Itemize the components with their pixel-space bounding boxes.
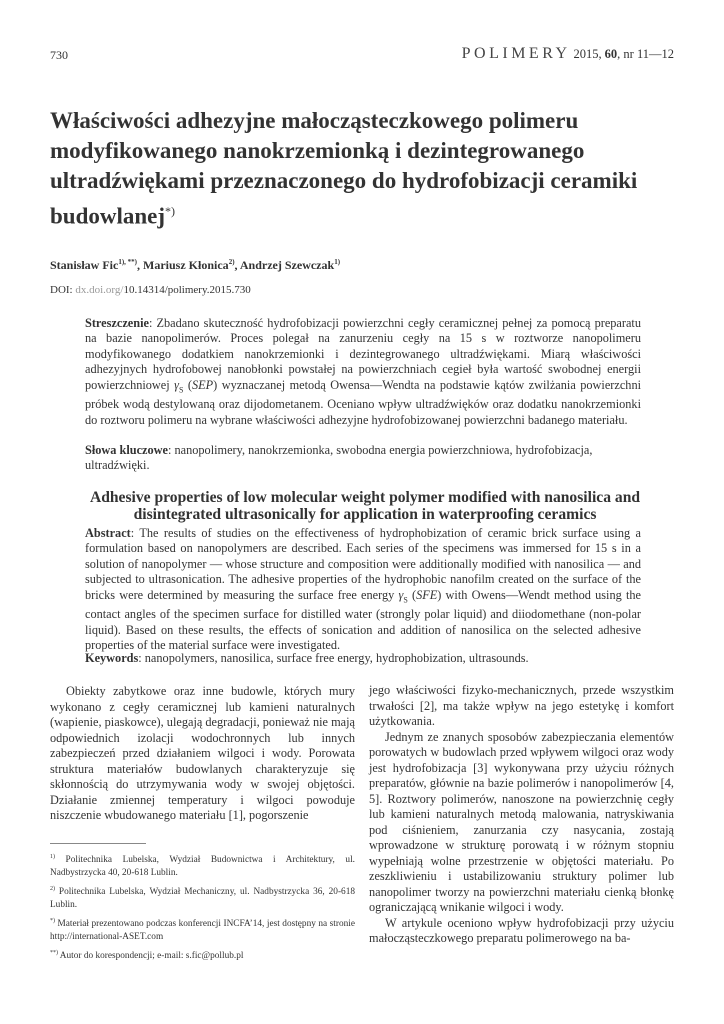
abstract-polish-text: : Zbadano skuteczność hydrofobizacji powierzchni cegły ceramicznej pełnej za pomocą preparatu na bazie nanopolimerów. Proces polegał na zanurzeniu cegły na 15 s w roztworze nanopolimeru modyfikowanego dodatkiem nanokrzemionki i dezintegrowanego ultradźwiękami. Miarą właściwości adhezyjnych hydrofobowej nanobłonki powstałej na powierzchniach cegieł była wartość swobodnej energii powierzchniowej	[85, 316, 641, 392]
paren-open: (	[183, 377, 192, 392]
footnote	[50, 915, 355, 944]
keywords-polish-label: Słowa kluczowe	[85, 443, 169, 457]
keywords-english	[85, 651, 641, 666]
keywords-english-text: : nanopolymers, nanosilica, surface free energy, hydrophobization, ultrasounds.	[138, 651, 529, 665]
abstract-polish	[85, 316, 641, 428]
footnotes	[50, 851, 355, 966]
running-header	[50, 45, 674, 64]
abstract-english	[85, 526, 641, 654]
author-name: Andrzej Szewczak	[239, 258, 335, 272]
keywords-english-label: Keywords	[85, 651, 139, 665]
doi-line	[50, 284, 251, 296]
footnote-mark: 1)	[50, 854, 55, 860]
footnote-divider	[50, 843, 146, 844]
journal-name: POLIMERY	[461, 45, 571, 62]
footnote-text: Autor do korespondencji; e-mail: s.fic@pollub.pl	[58, 951, 244, 962]
footnote	[50, 851, 355, 880]
english-title: Adhesive properties of low molecular weight polymer modified with nanosilica and disintegrated ultrasonically for application in waterproofing ceramics	[89, 489, 641, 523]
doi-label: DOI:	[50, 284, 76, 296]
journal-volume: 60	[604, 47, 618, 61]
body-paragraph: Jednym ze znanych sposobów zabezpieczania elementów porowatych w budowlach przed wpływem wilgoci oraz wody jest hydrofobizacja [3] wykonywana przy użyciu różnych preparatów, głównie na bazie polimerów i nanopolimerów [4, 5]. Roztwory polimerów, nanoszone na powierzchnię cegły lub kamieni naturalnych metodą malowania, natryskiwania pod ciśnieniem, zanurzania czy nasycania, zostają wprowadzone w strukturę porowatą i w różnym stopniu wypełniają wolne przestrzenie w objętości materiału. Po zeszkliwieniu i ustabilizowaniu struktury polimer lub nanopolimer tworzy na powierzchni materiału cienką błonkę ograniczającą wnikanie wilgoci i wody.	[369, 729, 674, 914]
paren-open: (	[407, 587, 417, 602]
author-name: Stanisław Fic	[50, 258, 119, 272]
doi-link-host[interactable]: dx.doi.org/	[75, 284, 124, 296]
abstract-english-label: Abstract	[85, 526, 131, 540]
footnote	[50, 883, 355, 912]
sfe-abbreviation: SFE	[416, 587, 438, 602]
body-column-left	[50, 684, 355, 824]
body-paragraph: Obiekty zabytkowe oraz inne budowle, których mury wykonano z cegły ceramicznej lub kamieni naturalnych (wapienie, piaskowce), ulegają degradacji, ponieważ nie mają odpowiednich izolacji wodochronnych lub innych zabezpieczeń przed działaniem wilgoci i wody. Porowata struktura materiałów budowlanych charakteryzuje się skłonnością do utrzymywania wody w swojej objętości. Działanie zmiennej temperatury i wilgoci powoduje niszczenie wbudowanego materiału [1], pogorszenie	[50, 684, 355, 822]
title-footnote-mark: *)	[165, 204, 176, 218]
journal-year: 2015,	[573, 47, 602, 61]
keywords-polish-text: : nanopolimery, nanokrzemionka, swobodna energia powierzchniowa, hydrofobizacja, ultradźwięki.	[85, 443, 593, 473]
gamma-subscript: S	[403, 595, 408, 605]
footnote-mark: 2)	[50, 886, 55, 893]
author-name: Mariusz Kłonica	[143, 258, 229, 272]
article-title	[50, 106, 674, 232]
author-affiliation-mark: 1), **)	[118, 258, 138, 266]
journal-issue: , nr 11—12	[617, 47, 674, 61]
body-paragraph: W artykule oceniono wpływ hydrofobizacji przy użyciu małocząsteczkowego preparatu polimerowego na ba-	[369, 915, 674, 945]
keywords-polish	[85, 443, 641, 474]
sep-abbreviation: SEP	[191, 377, 214, 392]
abstract-polish-label: Streszczenie	[85, 316, 149, 330]
abstract-polish-text-cont: ) wyznaczanej metodą Owensa—Wendta na podstawie kątów zwilżania powierzchni próbek wodą destylowaną oraz dijodometanem. Oceniano wpływ ultradźwięków oraz dodatku nanokrzemionki do roztworu polimeru na wybrane właściwości adhezyjne hydrofobizowanej powierzchni badanego materiału.	[85, 377, 642, 427]
article-title-text: Właściwości adhezyjne małocząsteczkowego polimeru modyfikowanego nanokrzemionką i dezintegrowanego ultradźwiękami przeznaczonego do hydrofobizacji ceramiki budowlanej	[50, 108, 638, 229]
body-paragraph: jego właściwości fizyko-mechanicznych, przede wszystkim trwałości [2], ma także wpływ na jego estetykę i komfort użytkowania.	[369, 683, 674, 728]
footnote-text: Politechnika Lubelska, Wydział Budownictwa i Architektury, ul. Nadbystrzycka 40, 20-618 Lublin.	[50, 855, 355, 879]
gamma-symbol: γ	[398, 587, 404, 602]
gamma-symbol: γ	[174, 377, 179, 392]
page-number: 730	[50, 48, 68, 62]
footnote	[50, 947, 355, 963]
abstract-english-text-cont: ) with Owens—Wendt method using the contact angles of the specimen surface for distilled water (strongly polar liquid) and diiodomethane (non-polar liquid). Based on these results, the effects of sonication and addition of nanosilica on the selected adhesive properties of the material surface were investigated.	[85, 587, 641, 653]
footnote-text: Politechnika Lubelska, Wydział Mechaniczny, ul. Nadbystrzycka 36, 20-618 Lublin.	[50, 887, 355, 911]
footnote-mark: **)	[50, 950, 58, 957]
footnote-text: Materiał prezentowano podczas konferencji INCFA’14, jest dostępny na stronie http://international-ASET.com	[50, 919, 355, 943]
gamma-subscript: S	[178, 385, 184, 395]
author-separator: ,	[234, 258, 240, 272]
journal-info	[462, 45, 674, 63]
author-separator: ,	[137, 258, 144, 272]
author-affiliation-mark: 2)	[228, 258, 235, 266]
body-column-right	[369, 683, 674, 947]
author-list	[50, 258, 340, 273]
footnote-mark: *)	[50, 918, 55, 925]
doi-id: 10.14314/polimery.2015.730	[123, 284, 251, 296]
abstract-english-text: : The results of studies on the effectiveness of hydrophobization of ceramic brick surface using a formulation based on nanopolymers are described. Each series of the specimens was immersed for 15 s in a solution of nanopolymer — whose structure and composition were additionally modified with nanosilica — and subjected to ultrasonication. The adhesive properties of the hydrophobic nanofilm created on the surface of the bricks were determined by measuring the surface free energy	[85, 526, 641, 602]
author-affiliation-mark: 1)	[334, 258, 341, 266]
